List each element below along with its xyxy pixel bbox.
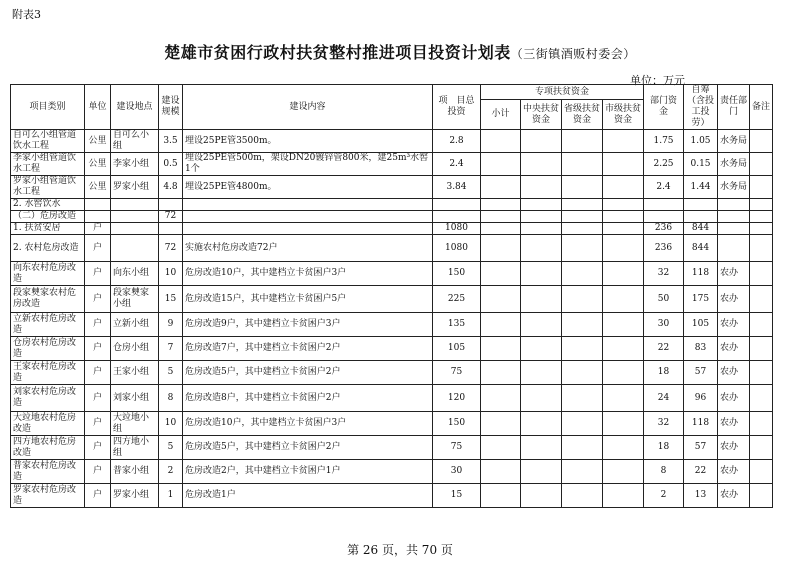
cell-content: 实施农村危房改造72户	[183, 235, 433, 262]
cell-total: 150	[433, 412, 481, 436]
table-row	[11, 412, 773, 436]
cell-unit: 户	[85, 262, 111, 286]
cell-type: （二）危房改造	[11, 211, 85, 223]
cell-central	[521, 385, 562, 412]
cell-scale: 8	[159, 385, 183, 412]
table-body	[11, 130, 773, 508]
cell-type: 自可么小组管道饮水工程	[11, 130, 85, 153]
cell-content: 危房改造1户	[183, 484, 433, 508]
cell-unit: 户	[85, 436, 111, 460]
cell-self: 175	[684, 286, 718, 313]
cell-prov	[562, 385, 603, 412]
cell-content: 埋设25PE管3500m。	[183, 130, 433, 153]
cell-remark	[750, 286, 773, 313]
table-row	[11, 211, 773, 223]
cell-unit	[85, 211, 111, 223]
table-row	[11, 361, 773, 385]
cell-loc: 王家小组	[111, 361, 159, 385]
cell-scale: 1	[159, 484, 183, 508]
cell-remark	[750, 262, 773, 286]
cell-dept-fund: 2	[644, 484, 684, 508]
cell-central	[521, 484, 562, 508]
cell-self: 1.44	[684, 176, 718, 199]
cell-content: 危房改造2户，其中建档立卡贫困户1户	[183, 460, 433, 484]
cell-scale	[159, 223, 183, 235]
cell-prov	[562, 153, 603, 176]
cell-scale: 10	[159, 412, 183, 436]
cell-prov	[562, 460, 603, 484]
cell-dept: 农办	[718, 412, 750, 436]
cell-dept: 水务局	[718, 130, 750, 153]
cell-type: 段家僰家农村危房改造	[11, 286, 85, 313]
cell-total: 75	[433, 436, 481, 460]
cell-type: 罗家小组管道饮水工程	[11, 176, 85, 199]
cell-unit: 公里	[85, 153, 111, 176]
cell-total: 105	[433, 337, 481, 361]
header-row-1	[11, 85, 773, 100]
cell-content: 危房改造8户，其中建档立卡贫困户2户	[183, 385, 433, 412]
cell-city	[603, 176, 644, 199]
cell-remark	[750, 385, 773, 412]
cell-unit	[85, 199, 111, 211]
cell-dept-fund: 8	[644, 460, 684, 484]
cell-total: 225	[433, 286, 481, 313]
cell-type: 王家农村危房改造	[11, 361, 85, 385]
cell-content	[183, 223, 433, 235]
cell-central	[521, 262, 562, 286]
cell-central	[521, 412, 562, 436]
cell-dept-fund: 2.4	[644, 176, 684, 199]
cell-unit: 公里	[85, 130, 111, 153]
cell-unit: 户	[85, 337, 111, 361]
cell-dept	[718, 211, 750, 223]
cell-self: 13	[684, 484, 718, 508]
cell-loc: 普家小组	[111, 460, 159, 484]
cell-remark	[750, 176, 773, 199]
cell-loc: 段家僰家小组	[111, 286, 159, 313]
cell-loc: 自可么小组	[111, 130, 159, 153]
cell-dept-fund: 50	[644, 286, 684, 313]
cell-loc	[111, 223, 159, 235]
table-row	[11, 130, 773, 153]
cell-city	[603, 484, 644, 508]
cell-unit: 户	[85, 361, 111, 385]
col-dept-fund: 部门资金	[644, 85, 684, 130]
cell-content: 埋设25PE管4800m。	[183, 176, 433, 199]
cell-city	[603, 412, 644, 436]
cell-dept: 农办	[718, 460, 750, 484]
cell-total: 15	[433, 484, 481, 508]
cell-central	[521, 235, 562, 262]
cell-central	[521, 313, 562, 337]
cell-central	[521, 286, 562, 313]
cell-city	[603, 130, 644, 153]
cell-dept: 农办	[718, 337, 750, 361]
cell-prov	[562, 484, 603, 508]
cell-self: 0.15	[684, 153, 718, 176]
table-row	[11, 223, 773, 235]
cell-type: 罗家农村危房改造	[11, 484, 85, 508]
cell-subtotal	[481, 262, 521, 286]
cell-city	[603, 436, 644, 460]
cell-type: 立新农村危房改造	[11, 313, 85, 337]
cell-dept: 水务局	[718, 176, 750, 199]
cell-content: 危房改造9户，其中建档立卡贫困户3户	[183, 313, 433, 337]
cell-city	[603, 385, 644, 412]
cell-subtotal	[481, 211, 521, 223]
cell-loc	[111, 235, 159, 262]
cell-unit: 户	[85, 484, 111, 508]
cell-central	[521, 361, 562, 385]
col-project-type: 项目类别	[11, 85, 85, 130]
cell-total	[433, 211, 481, 223]
col-dept: 责任部门	[718, 85, 750, 130]
cell-central	[521, 223, 562, 235]
cell-unit: 户	[85, 412, 111, 436]
cell-dept-fund: 30	[644, 313, 684, 337]
cell-type: 1. 扶贫安居	[11, 223, 85, 235]
cell-remark	[750, 484, 773, 508]
cell-subtotal	[481, 286, 521, 313]
cell-subtotal	[481, 130, 521, 153]
cell-remark	[750, 211, 773, 223]
cell-dept	[718, 235, 750, 262]
cell-remark	[750, 130, 773, 153]
cell-total: 135	[433, 313, 481, 337]
col-remark: 备注	[750, 85, 773, 130]
cell-scale: 2	[159, 460, 183, 484]
cell-subtotal	[481, 313, 521, 337]
cell-city	[603, 313, 644, 337]
cell-total	[433, 199, 481, 211]
cell-type: 2. 农村危房改造	[11, 235, 85, 262]
cell-self: 118	[684, 412, 718, 436]
page-footer: 第 26 页，共 70 页	[347, 543, 453, 557]
cell-dept-fund: 32	[644, 262, 684, 286]
cell-scale: 0.5	[159, 153, 183, 176]
cell-scale: 4.8	[159, 176, 183, 199]
cell-dept-fund: 236	[644, 235, 684, 262]
col-city: 市级扶贫资金	[603, 100, 644, 130]
cell-dept-fund: 236	[644, 223, 684, 235]
cell-subtotal	[481, 484, 521, 508]
col-total: 项 目总投资	[433, 85, 481, 130]
cell-prov	[562, 235, 603, 262]
cell-subtotal	[481, 385, 521, 412]
cell-central	[521, 199, 562, 211]
cell-dept-fund: 1.75	[644, 130, 684, 153]
page-title	[0, 40, 800, 63]
col-content: 建设内容	[183, 85, 433, 130]
cell-prov	[562, 313, 603, 337]
cell-content: 危房改造5户，其中建档立卡贫困户2户	[183, 436, 433, 460]
cell-prov	[562, 176, 603, 199]
cell-content	[183, 211, 433, 223]
cell-total: 1080	[433, 235, 481, 262]
cell-self: 96	[684, 385, 718, 412]
cell-type: 2. 水窖饮水	[11, 199, 85, 211]
col-location: 建设地点	[111, 85, 159, 130]
investment-table	[10, 84, 773, 508]
cell-loc	[111, 211, 159, 223]
table-row	[11, 199, 773, 211]
cell-total: 150	[433, 262, 481, 286]
cell-dept: 水务局	[718, 153, 750, 176]
cell-scale: 72	[159, 211, 183, 223]
cell-prov	[562, 412, 603, 436]
cell-content: 埋设25PE管500m，架设DN20镀锌管800米，建25m³水窖1个	[183, 153, 433, 176]
cell-loc: 李家小组	[111, 153, 159, 176]
cell-self: 844	[684, 235, 718, 262]
cell-prov	[562, 361, 603, 385]
cell-dept-fund: 2.25	[644, 153, 684, 176]
cell-scale: 5	[159, 361, 183, 385]
cell-loc: 向东小组	[111, 262, 159, 286]
cell-loc: 立新小组	[111, 313, 159, 337]
cell-self: 1.05	[684, 130, 718, 153]
cell-city	[603, 262, 644, 286]
cell-content: 危房改造10户，其中建档立卡贫困户3户	[183, 262, 433, 286]
cell-central	[521, 337, 562, 361]
cell-subtotal	[481, 337, 521, 361]
table-row	[11, 153, 773, 176]
cell-prov	[562, 223, 603, 235]
cell-city	[603, 337, 644, 361]
cell-city	[603, 361, 644, 385]
cell-content: 危房改造5户，其中建档立卡贫困户2户	[183, 361, 433, 385]
title-main: 楚雄市贫困行政村扶贫整村推进项目投资计划表	[164, 43, 511, 62]
cell-unit: 户	[85, 235, 111, 262]
cell-dept-fund: 18	[644, 436, 684, 460]
cell-subtotal	[481, 153, 521, 176]
cell-type: 四方地农村危房改造	[11, 436, 85, 460]
cell-dept	[718, 199, 750, 211]
table-row	[11, 286, 773, 313]
cell-prov	[562, 286, 603, 313]
col-unit: 单位	[85, 85, 111, 130]
cell-scale: 3.5	[159, 130, 183, 153]
cell-prov	[562, 199, 603, 211]
cell-type: 仓房农村危房改造	[11, 337, 85, 361]
cell-remark	[750, 153, 773, 176]
cell-dept-fund	[644, 211, 684, 223]
cell-remark	[750, 361, 773, 385]
cell-content: 危房改造7户，其中建档立卡贫困户2户	[183, 337, 433, 361]
cell-unit: 公里	[85, 176, 111, 199]
cell-scale: 72	[159, 235, 183, 262]
cell-prov	[562, 337, 603, 361]
cell-remark	[750, 436, 773, 460]
cell-self	[684, 211, 718, 223]
cell-unit: 户	[85, 223, 111, 235]
cell-dept: 农办	[718, 361, 750, 385]
cell-dept: 农办	[718, 313, 750, 337]
col-central: 中央扶贫资金	[521, 100, 562, 130]
cell-city	[603, 460, 644, 484]
cell-remark	[750, 223, 773, 235]
cell-remark	[750, 412, 773, 436]
col-subtotal: 小计	[481, 100, 521, 130]
cell-subtotal	[481, 199, 521, 211]
cell-total: 75	[433, 361, 481, 385]
cell-subtotal	[481, 460, 521, 484]
unit-label: 单位：万元	[630, 74, 685, 87]
cell-self: 105	[684, 313, 718, 337]
table-row	[11, 176, 773, 199]
table-row	[11, 385, 773, 412]
cell-self: 83	[684, 337, 718, 361]
cell-central	[521, 211, 562, 223]
cell-remark	[750, 460, 773, 484]
cell-subtotal	[481, 436, 521, 460]
table-row	[11, 460, 773, 484]
cell-content: 危房改造10户，其中建档立卡贫困户3户	[183, 412, 433, 436]
col-provincial: 省级扶贫资金	[562, 100, 603, 130]
cell-dept-fund: 32	[644, 412, 684, 436]
cell-loc: 罗家小组	[111, 176, 159, 199]
cell-scale: 10	[159, 262, 183, 286]
cell-dept-fund	[644, 199, 684, 211]
cell-remark	[750, 313, 773, 337]
cell-remark	[750, 199, 773, 211]
cell-self: 844	[684, 223, 718, 235]
cell-loc	[111, 199, 159, 211]
cell-loc: 仓房小组	[111, 337, 159, 361]
cell-total: 120	[433, 385, 481, 412]
table-row	[11, 262, 773, 286]
cell-remark	[750, 235, 773, 262]
col-self-raised: 自筹（含投工投劳）	[684, 85, 718, 130]
cell-dept	[718, 223, 750, 235]
cell-subtotal	[481, 361, 521, 385]
cell-dept: 农办	[718, 262, 750, 286]
cell-city	[603, 235, 644, 262]
cell-self: 57	[684, 436, 718, 460]
cell-loc: 四方地小组	[111, 436, 159, 460]
cell-prov	[562, 262, 603, 286]
cell-content: 危房改造15户，其中建档立卡贫困户5户	[183, 286, 433, 313]
cell-subtotal	[481, 412, 521, 436]
cell-type: 刘家农村危房改造	[11, 385, 85, 412]
cell-scale: 5	[159, 436, 183, 460]
cell-self: 118	[684, 262, 718, 286]
cell-central	[521, 153, 562, 176]
cell-remark	[750, 337, 773, 361]
cell-total: 30	[433, 460, 481, 484]
cell-self: 22	[684, 460, 718, 484]
cell-city	[603, 211, 644, 223]
cell-scale	[159, 199, 183, 211]
cell-central	[521, 130, 562, 153]
cell-dept-fund: 22	[644, 337, 684, 361]
annex-label: 附表3	[12, 8, 41, 21]
cell-total: 2.4	[433, 153, 481, 176]
cell-city	[603, 199, 644, 211]
table-row	[11, 436, 773, 460]
cell-dept-fund: 18	[644, 361, 684, 385]
cell-prov	[562, 130, 603, 153]
cell-central	[521, 460, 562, 484]
cell-scale: 9	[159, 313, 183, 337]
cell-type: 李家小组管道饮水工程	[11, 153, 85, 176]
cell-type: 大竝地农村危房改造	[11, 412, 85, 436]
cell-prov	[562, 211, 603, 223]
cell-loc: 刘家小组	[111, 385, 159, 412]
cell-scale: 15	[159, 286, 183, 313]
cell-central	[521, 436, 562, 460]
cell-central	[521, 176, 562, 199]
cell-total: 3.84	[433, 176, 481, 199]
cell-city	[603, 153, 644, 176]
cell-dept: 农办	[718, 385, 750, 412]
cell-dept: 农办	[718, 286, 750, 313]
cell-dept-fund: 24	[644, 385, 684, 412]
cell-scale: 7	[159, 337, 183, 361]
cell-city	[603, 223, 644, 235]
cell-city	[603, 286, 644, 313]
cell-total: 2.8	[433, 130, 481, 153]
cell-unit: 户	[85, 460, 111, 484]
cell-unit: 户	[85, 313, 111, 337]
cell-type: 普家农村危房改造	[11, 460, 85, 484]
cell-loc: 大竝地小组	[111, 412, 159, 436]
cell-subtotal	[481, 176, 521, 199]
cell-content	[183, 199, 433, 211]
cell-unit: 户	[85, 385, 111, 412]
cell-self	[684, 199, 718, 211]
cell-unit: 户	[85, 286, 111, 313]
title-sub: （三街镇酒贩村委会）	[510, 47, 636, 61]
cell-total: 1080	[433, 223, 481, 235]
cell-subtotal	[481, 235, 521, 262]
cell-type: 向东农村危房改造	[11, 262, 85, 286]
table-row	[11, 484, 773, 508]
table-row	[11, 337, 773, 361]
cell-loc: 罗家小组	[111, 484, 159, 508]
cell-dept: 农办	[718, 436, 750, 460]
cell-self: 57	[684, 361, 718, 385]
table-row	[11, 313, 773, 337]
table-row	[11, 235, 773, 262]
col-special-fund: 专项扶贫资金	[481, 85, 644, 100]
cell-dept: 农办	[718, 484, 750, 508]
cell-prov	[562, 436, 603, 460]
col-scale: 建设规模	[159, 85, 183, 130]
cell-subtotal	[481, 223, 521, 235]
